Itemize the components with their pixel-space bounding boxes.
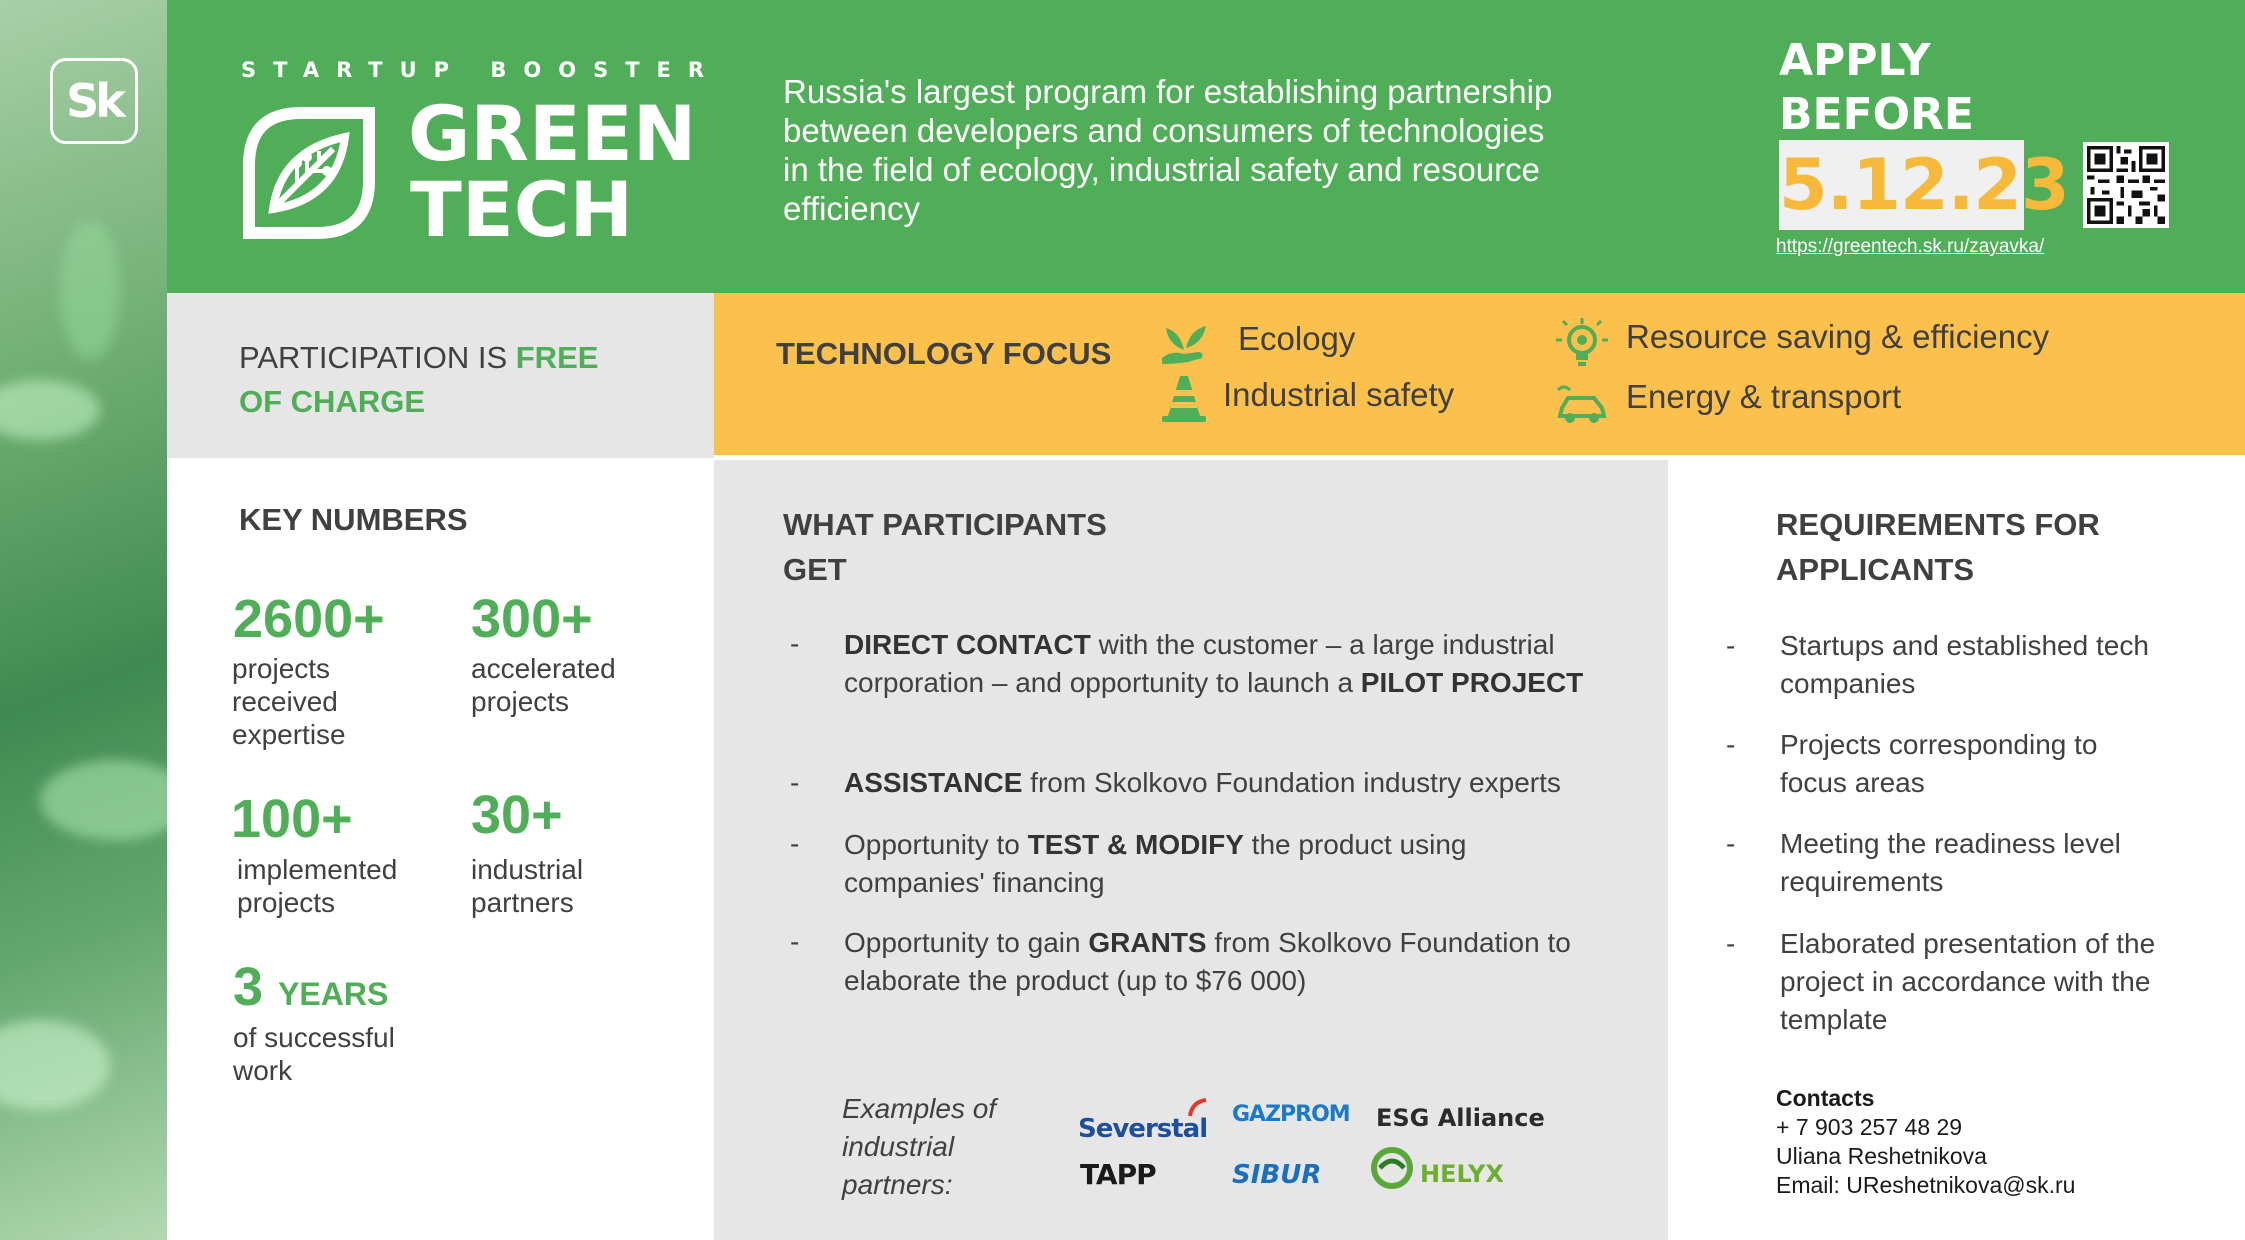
participation-prefix: PARTICIPATION IS bbox=[239, 340, 516, 375]
benefit-text: from Skolkovo Foundation industry experts bbox=[1022, 767, 1561, 798]
years-unit: YEARS bbox=[278, 976, 389, 1012]
electric-car-icon bbox=[1556, 378, 1608, 430]
stat-label: projects received expertise bbox=[232, 653, 346, 750]
partner-logo-severstal: Severstal bbox=[1078, 1114, 1208, 1144]
application-link[interactable]: https://greentech.sk.ru/zayavka/ bbox=[1776, 236, 2045, 257]
benefit-item bbox=[844, 764, 1584, 802]
decorative-side-strip bbox=[0, 0, 167, 1240]
requirements-title-line1: REQUIREMENTS FOR bbox=[1776, 507, 2100, 542]
skolkovo-logo: Sk bbox=[50, 58, 138, 144]
benefits-title-line1: WHAT PARTICIPANTS bbox=[783, 507, 1107, 542]
bullet-dash: - bbox=[1726, 828, 1736, 859]
participants-benefits-title bbox=[783, 502, 1107, 592]
contact-email[interactable]: Email: UReshetnikova@sk.ru bbox=[1776, 1172, 2076, 1198]
benefit-bold: GRANTS bbox=[1088, 927, 1207, 958]
focus-energy-transport: Energy & transport bbox=[1626, 378, 1902, 415]
focus-industrial-safety: Industrial safety bbox=[1223, 376, 1455, 413]
apply-line1: APPLY bbox=[1779, 35, 1931, 86]
bullet-dash: - bbox=[790, 767, 800, 798]
benefit-item bbox=[844, 626, 1584, 702]
stat-value: 2600+ bbox=[233, 589, 385, 649]
severstal-swoosh-icon bbox=[1186, 1096, 1210, 1120]
benefit-text: Opportunity to bbox=[844, 829, 1028, 860]
bullet-dash: - bbox=[1726, 729, 1736, 760]
contacts-heading: Contacts bbox=[1776, 1085, 1875, 1111]
stat-value: 300+ bbox=[471, 589, 593, 649]
focus-resource-saving: Resource saving & efficiency bbox=[1626, 318, 2050, 355]
years-value: 3 bbox=[233, 957, 264, 1017]
partner-logo-sibur: SIBUR bbox=[1232, 1160, 1322, 1190]
benefit-item bbox=[844, 924, 1604, 1000]
bullet-dash: - bbox=[790, 828, 800, 859]
stat-label: implemented projects bbox=[237, 854, 398, 918]
requirement-item: Meeting the readiness level requirements bbox=[1780, 828, 2121, 897]
years-stat bbox=[233, 956, 388, 1018]
requirements-title bbox=[1776, 502, 2100, 592]
deadline-date: 5.12.23 bbox=[1779, 144, 2069, 226]
benefits-title-line2: GET bbox=[783, 552, 847, 587]
benefit-text: the product using companies' financing bbox=[844, 829, 1467, 898]
key-numbers-title: KEY NUMBERS bbox=[239, 502, 468, 537]
apply-before-heading bbox=[1779, 34, 1974, 142]
benefit-bold: PILOT PROJECT bbox=[1360, 667, 1584, 698]
program-tagline: Russia's largest program for establishing partnership between developers and consumers of technologies in the field of ecology, industrial safety and resource efficiency bbox=[783, 73, 1553, 227]
bullet-dash: - bbox=[1726, 630, 1736, 661]
requirements-title-line2: APPLICANTS bbox=[1776, 552, 1975, 587]
partner-logo-gazprom: GAZPROM bbox=[1232, 1102, 1350, 1127]
benefit-bold: DIRECT CONTACT bbox=[844, 629, 1091, 660]
contacts-block bbox=[1776, 1084, 2075, 1200]
benefit-text: Opportunity to gain bbox=[844, 927, 1089, 958]
bullet-dash: - bbox=[1726, 928, 1736, 959]
participation-free: FREE bbox=[515, 340, 599, 375]
stat-label: accelerated projects bbox=[471, 653, 616, 717]
lightbulb-gear-icon bbox=[1556, 316, 1608, 368]
program-name-green: GREEN bbox=[408, 89, 697, 178]
requirement-item: Startups and established tech companies bbox=[1780, 630, 2149, 699]
years-label: of successful work bbox=[233, 1022, 395, 1086]
benefit-item bbox=[844, 826, 1544, 902]
benefit-text: from Skolkovo Foundation to elaborate the product (up to $76 000) bbox=[844, 927, 1571, 996]
stat-label: industrial partners bbox=[471, 854, 584, 918]
program-name-tech: TECH bbox=[410, 165, 634, 254]
leaf-circuit-icon bbox=[241, 105, 377, 241]
benefit-bold: ASSISTANCE bbox=[844, 767, 1023, 798]
bullet-dash: - bbox=[790, 926, 800, 957]
apply-line2: BEFORE bbox=[1779, 89, 1974, 140]
partner-logo-esg-alliance: ESG Alliance bbox=[1376, 1104, 1545, 1132]
bullet-dash: - bbox=[790, 628, 800, 659]
helyx-swirl-icon bbox=[1370, 1146, 1414, 1190]
examples-label: Examples of industrial partners: bbox=[842, 1093, 997, 1200]
participation-suffix: OF CHARGE bbox=[239, 384, 425, 419]
technology-focus-title: TECHNOLOGY FOCUS bbox=[776, 336, 1112, 371]
requirement-item: Projects corresponding to focus areas bbox=[1780, 729, 2098, 798]
program-kicker: STARTUP BOOSTER bbox=[241, 58, 722, 82]
stat-value: 100+ bbox=[231, 789, 353, 849]
stat-value: 30+ bbox=[471, 785, 563, 845]
contact-name: Uliana Reshetnikova bbox=[1776, 1143, 1987, 1169]
plant-hand-icon bbox=[1158, 318, 1210, 370]
partner-logo-helyx: HELYX bbox=[1420, 1160, 1504, 1188]
traffic-cone-icon bbox=[1158, 372, 1210, 424]
contact-phone[interactable]: + 7 903 257 48 29 bbox=[1776, 1114, 1963, 1140]
requirement-item: Elaborated presentation of the project in accordance with the template bbox=[1780, 928, 2156, 1035]
benefit-text: with the customer – a large industrial corporation – and opportunity to launch a bbox=[844, 629, 1555, 698]
qr-code-icon[interactable] bbox=[2083, 142, 2169, 228]
partner-logo-tapp: TAPP bbox=[1080, 1158, 1156, 1191]
benefit-bold: TEST & MODIFY bbox=[1027, 829, 1244, 860]
participation-text bbox=[239, 336, 598, 424]
focus-ecology: Ecology bbox=[1238, 320, 1356, 357]
